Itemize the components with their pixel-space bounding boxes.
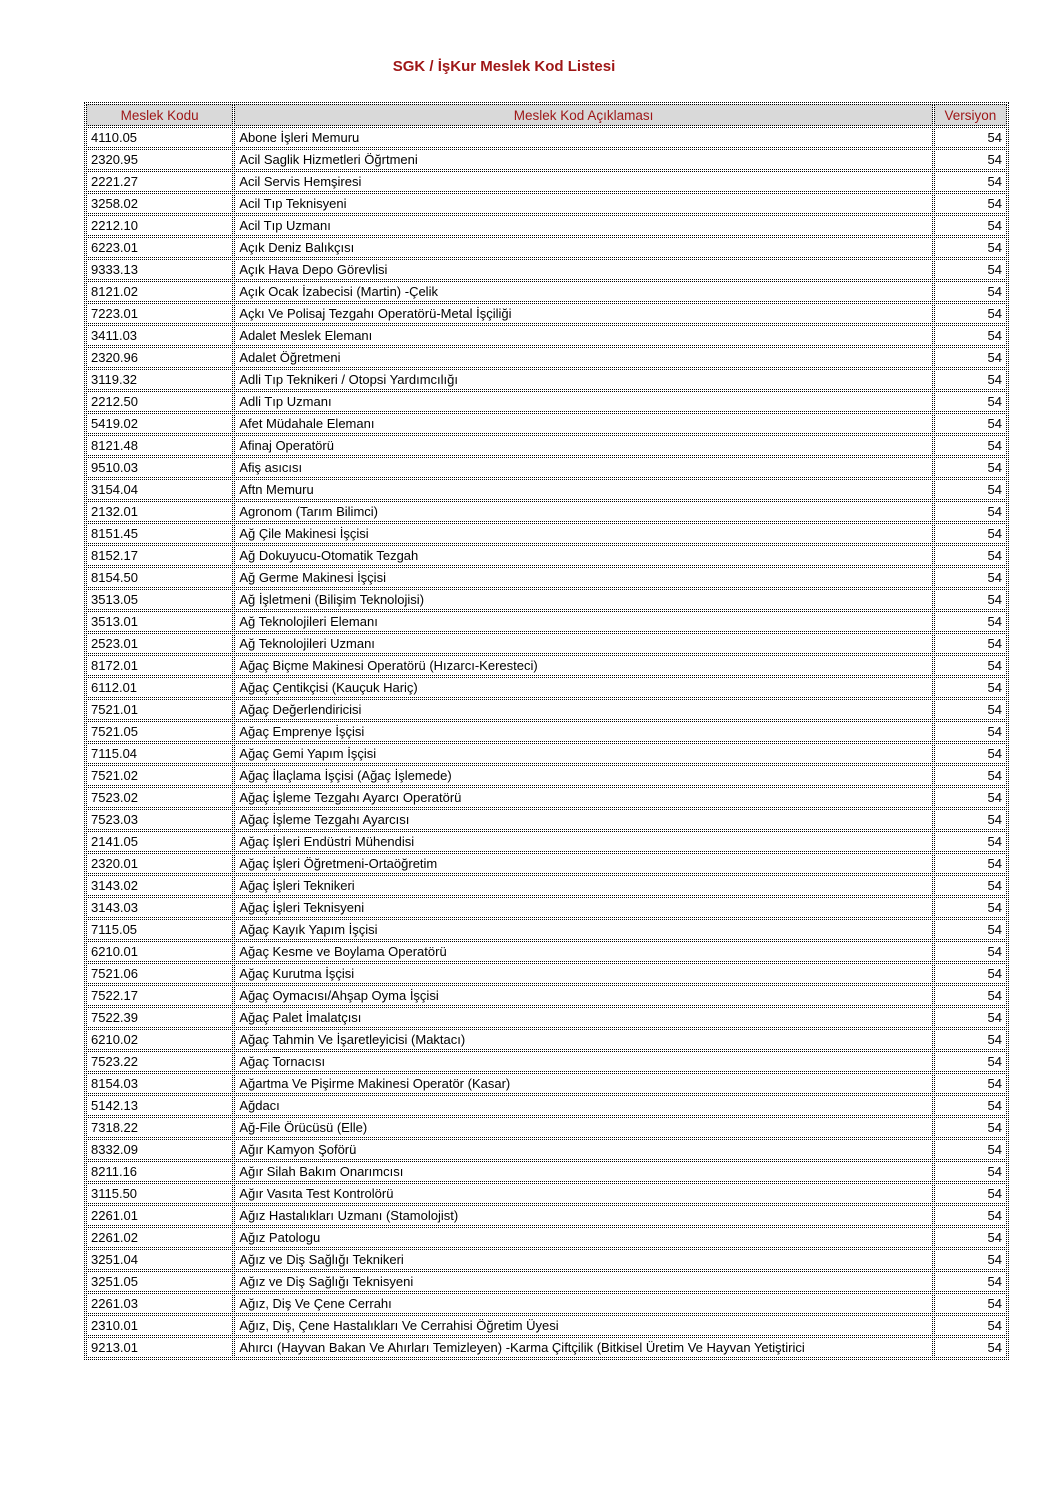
version-value: 54 [934, 941, 1007, 962]
occupation-description: Ağaç Emprenye İşçisi [234, 721, 933, 742]
occupation-code: 2320.95 [86, 149, 233, 170]
occupation-description: Agronom (Tarım Bilimci) [234, 501, 933, 522]
occupation-code: 8211.16 [86, 1161, 233, 1182]
table-row [86, 1117, 1007, 1138]
occupation-description: Adli Tıp Teknikeri / Otopsi Yardımcılığı [234, 369, 933, 390]
table-body [86, 127, 1007, 1358]
occupation-code: 7521.02 [86, 765, 233, 786]
version-value: 54 [934, 1029, 1007, 1050]
occupation-description: Ağ Dokuyucu-Otomatik Tezgah [234, 545, 933, 566]
occupation-code: 7318.22 [86, 1117, 233, 1138]
occupation-code: 8172.01 [86, 655, 233, 676]
table-row [86, 809, 1007, 830]
table-row [86, 1271, 1007, 1292]
table-row [86, 545, 1007, 566]
occupation-description: Ağaç İşleri Teknikeri [234, 875, 933, 896]
version-value: 54 [934, 435, 1007, 456]
occupation-code: 2261.02 [86, 1227, 233, 1248]
occupation-code: 6210.02 [86, 1029, 233, 1050]
occupation-description: Ağaç Kayık Yapım İşçisi [234, 919, 933, 940]
table-row [86, 369, 1007, 390]
table-row [86, 1315, 1007, 1336]
occupation-description: Açkı Ve Polisaj Tezgahı Operatörü-Metal İşçiliği [234, 303, 933, 324]
version-value: 54 [934, 303, 1007, 324]
occupation-description: Ağaç Palet İmalatçısı [234, 1007, 933, 1028]
table-row [86, 875, 1007, 896]
version-value: 54 [934, 721, 1007, 742]
version-value: 54 [934, 193, 1007, 214]
column-header-meslek-kodu: Meslek Kodu [86, 104, 233, 126]
occupation-code: 6112.01 [86, 677, 233, 698]
column-header-meslek-kod-aciklamasi: Meslek Kod Açıklaması [234, 104, 933, 126]
occupation-description: Ağ Germe Makinesi İşçisi [234, 567, 933, 588]
occupation-code: 3513.05 [86, 589, 233, 610]
occupation-code: 2212.10 [86, 215, 233, 236]
occupation-code: 7522.17 [86, 985, 233, 1006]
table-row [86, 787, 1007, 808]
table-row [86, 413, 1007, 434]
occupation-description: Ağız, Diş Ve Çene Cerrahı [234, 1293, 933, 1314]
occupation-description: Ağaç İlaçlama İşçisi (Ağaç İşlemede) [234, 765, 933, 786]
table-row [86, 985, 1007, 1006]
occupation-description: Adli Tıp Uzmanı [234, 391, 933, 412]
table-row [86, 1029, 1007, 1050]
version-value: 54 [934, 985, 1007, 1006]
occupation-description: Ağartma Ve Pişirme Makinesi Operatör (Kasar) [234, 1073, 933, 1094]
occupation-code: 2310.01 [86, 1315, 233, 1336]
version-value: 54 [934, 545, 1007, 566]
occupation-code: 8152.17 [86, 545, 233, 566]
table-row [86, 325, 1007, 346]
version-value: 54 [934, 919, 1007, 940]
occupation-code: 6223.01 [86, 237, 233, 258]
table-row [86, 149, 1007, 170]
occupation-description: Ağır Vasıta Test Kontrolörü [234, 1183, 933, 1204]
occupation-code: 8121.48 [86, 435, 233, 456]
table-row [86, 479, 1007, 500]
version-value: 54 [934, 1139, 1007, 1160]
table-row [86, 1073, 1007, 1094]
table-row [86, 589, 1007, 610]
occupation-code: 2212.50 [86, 391, 233, 412]
table-row [86, 303, 1007, 324]
occupation-description: Ağ Teknolojileri Elemanı [234, 611, 933, 632]
occupation-code: 5142.13 [86, 1095, 233, 1116]
occupation-description: Acil Tıp Uzmanı [234, 215, 933, 236]
table-row [86, 655, 1007, 676]
occupation-description: Açık Deniz Balıkçısı [234, 237, 933, 258]
occupation-description: Açık Ocak İzabecisi (Martin) -Çelik [234, 281, 933, 302]
occupation-description: Ağaç Oymacısı/Ahşap Oyma İşçisi [234, 985, 933, 1006]
column-header-versiyon: Versiyon [934, 104, 1007, 126]
occupation-description: Ağaç İşleme Tezgahı Ayarcı Operatörü [234, 787, 933, 808]
table-row [86, 501, 1007, 522]
version-value: 54 [934, 347, 1007, 368]
version-value: 54 [934, 1051, 1007, 1072]
version-value: 54 [934, 1117, 1007, 1138]
version-value: 54 [934, 523, 1007, 544]
version-value: 54 [934, 1249, 1007, 1270]
version-value: 54 [934, 743, 1007, 764]
occupation-code: 8154.50 [86, 567, 233, 588]
occupation-code: 7521.01 [86, 699, 233, 720]
table-row [86, 259, 1007, 280]
table-row [86, 1227, 1007, 1248]
occupation-code: 2132.01 [86, 501, 233, 522]
occupation-description: Abone İşleri Memuru [234, 127, 933, 148]
occupation-code: 8151.45 [86, 523, 233, 544]
table-row [86, 391, 1007, 412]
occupation-code: 7522.39 [86, 1007, 233, 1028]
occupation-code: 7115.04 [86, 743, 233, 764]
occupation-description: Adalet Meslek Elemanı [234, 325, 933, 346]
version-value: 54 [934, 369, 1007, 390]
occupation-description: Acil Tıp Teknisyeni [234, 193, 933, 214]
table-row [86, 941, 1007, 962]
version-value: 54 [934, 897, 1007, 918]
occupation-code: 7223.01 [86, 303, 233, 324]
table-row [86, 633, 1007, 654]
occupation-description: Ağır Silah Bakım Onarımcısı [234, 1161, 933, 1182]
version-value: 54 [934, 1007, 1007, 1028]
table-row [86, 919, 1007, 940]
version-value: 54 [934, 237, 1007, 258]
occupation-code: 6210.01 [86, 941, 233, 962]
occupation-code: 3411.03 [86, 325, 233, 346]
version-value: 54 [934, 501, 1007, 522]
table-row [86, 523, 1007, 544]
occupation-code: 9213.01 [86, 1337, 233, 1358]
occupation-description: Ağaç İşleri Teknisyeni [234, 897, 933, 918]
version-value: 54 [934, 765, 1007, 786]
occupation-description: Ağ Teknolojileri Uzmanı [234, 633, 933, 654]
occupation-description: Ağır Kamyon Şoförü [234, 1139, 933, 1160]
occupation-description: Aftn Memuru [234, 479, 933, 500]
occupation-description: Ağaç Biçme Makinesi Operatörü (Hızarcı-Keresteci) [234, 655, 933, 676]
version-value: 54 [934, 1337, 1007, 1358]
version-value: 54 [934, 1227, 1007, 1248]
occupation-code: 3251.05 [86, 1271, 233, 1292]
version-value: 54 [934, 1205, 1007, 1226]
table-row [86, 1161, 1007, 1182]
table-row [86, 743, 1007, 764]
occupation-code: 3251.04 [86, 1249, 233, 1270]
version-value: 54 [934, 963, 1007, 984]
version-value: 54 [934, 413, 1007, 434]
occupation-description: Ağız Hastalıkları Uzmanı (Stamolojist) [234, 1205, 933, 1226]
occupation-description: Açık Hava Depo Görevlisi [234, 259, 933, 280]
occupation-code: 2141.05 [86, 831, 233, 852]
table-row [86, 1139, 1007, 1160]
occupation-code: 4110.05 [86, 127, 233, 148]
occupation-code: 3513.01 [86, 611, 233, 632]
occupation-description: Ağaç Değerlendiricisi [234, 699, 933, 720]
version-value: 54 [934, 655, 1007, 676]
occupation-description: Afiş asıcısı [234, 457, 933, 478]
occupation-code: 2320.01 [86, 853, 233, 874]
occupation-code: 2261.01 [86, 1205, 233, 1226]
version-value: 54 [934, 853, 1007, 874]
occupation-code: 7521.05 [86, 721, 233, 742]
table-row [86, 457, 1007, 478]
occupation-description: Ağaç İşleri Endüstri Mühendisi [234, 831, 933, 852]
occupation-code: 2261.03 [86, 1293, 233, 1314]
occupation-code: 7523.22 [86, 1051, 233, 1072]
table-row [86, 281, 1007, 302]
version-value: 54 [934, 611, 1007, 632]
version-value: 54 [934, 589, 1007, 610]
occupation-code: 2320.96 [86, 347, 233, 368]
occupation-code: 7521.06 [86, 963, 233, 984]
occupation-code: 2523.01 [86, 633, 233, 654]
table-row [86, 237, 1007, 258]
version-value: 54 [934, 875, 1007, 896]
version-value: 54 [934, 677, 1007, 698]
occupation-description: Ağaç Tahmin Ve İşaretleyicisi (Maktacı) [234, 1029, 933, 1050]
table-row [86, 611, 1007, 632]
table-row [86, 567, 1007, 588]
table-row [86, 1183, 1007, 1204]
page-title: SGK / İşKur Meslek Kod Listesi [392, 58, 616, 75]
occupation-code: 8121.02 [86, 281, 233, 302]
occupation-code: 7523.02 [86, 787, 233, 808]
table-row [86, 1249, 1007, 1270]
version-value: 54 [934, 1073, 1007, 1094]
occupation-code: 3119.32 [86, 369, 233, 390]
occupation-description: Acil Saglik Hizmetleri Öğrtmeni [234, 149, 933, 170]
table-row [86, 1051, 1007, 1072]
version-value: 54 [934, 787, 1007, 808]
occupation-description: Ağız Patologu [234, 1227, 933, 1248]
table-row [86, 171, 1007, 192]
occupation-description: Ağız ve Diş Sağlığı Teknisyeni [234, 1271, 933, 1292]
occupation-code: 2221.27 [86, 171, 233, 192]
occupation-code: 3154.04 [86, 479, 233, 500]
occupation-description: Ahırcı (Hayvan Bakan Ve Ahırları Temizleyen) -Karma Çiftçilik (Bitkisel Üretim Ve Hayvan Yetiştirici [234, 1337, 933, 1358]
occupation-description: Ağdacı [234, 1095, 933, 1116]
occupation-description: Ağız, Diş, Çene Hastalıkları Ve Cerrahisi Öğretim Üyesi [234, 1315, 933, 1336]
table-row [86, 1095, 1007, 1116]
table-row [86, 699, 1007, 720]
occupation-description: Ağaç Çentikçisi (Kauçuk Hariç) [234, 677, 933, 698]
occupation-code-table [84, 102, 1009, 1360]
table-row [86, 215, 1007, 236]
version-value: 54 [934, 391, 1007, 412]
table-row [86, 677, 1007, 698]
version-value: 54 [934, 171, 1007, 192]
occupation-code: 3258.02 [86, 193, 233, 214]
occupation-code: 3115.50 [86, 1183, 233, 1204]
version-value: 54 [934, 149, 1007, 170]
occupation-description: Adalet Öğretmeni [234, 347, 933, 368]
occupation-code: 8154.03 [86, 1073, 233, 1094]
version-value: 54 [934, 1271, 1007, 1292]
table-row [86, 831, 1007, 852]
occupation-description: Ağaç Kurutma İşçisi [234, 963, 933, 984]
occupation-description: Ağ İşletmeni (Bilişim Teknolojisi) [234, 589, 933, 610]
occupation-code: 8332.09 [86, 1139, 233, 1160]
version-value: 54 [934, 281, 1007, 302]
occupation-description: Ağ-File Örücüsü (Elle) [234, 1117, 933, 1138]
occupation-code: 7523.03 [86, 809, 233, 830]
occupation-description: Acil Servis Hemşiresi [234, 171, 933, 192]
version-value: 54 [934, 259, 1007, 280]
table-row [86, 963, 1007, 984]
occupation-code: 3143.03 [86, 897, 233, 918]
version-value: 54 [934, 831, 1007, 852]
version-value: 54 [934, 1095, 1007, 1116]
occupation-description: Afet Müdahale Elemanı [234, 413, 933, 434]
version-value: 54 [934, 699, 1007, 720]
version-value: 54 [934, 127, 1007, 148]
table-row [86, 1293, 1007, 1314]
occupation-code: 9333.13 [86, 259, 233, 280]
occupation-code: 5419.02 [86, 413, 233, 434]
version-value: 54 [934, 325, 1007, 346]
version-value: 54 [934, 633, 1007, 654]
occupation-description: Ağız ve Diş Sağlığı Teknikeri [234, 1249, 933, 1270]
occupation-code: 3143.02 [86, 875, 233, 896]
version-value: 54 [934, 1161, 1007, 1182]
occupation-description: Afinaj Operatörü [234, 435, 933, 456]
occupation-description: Ağaç Kesme ve Boylama Operatörü [234, 941, 933, 962]
table-row [86, 193, 1007, 214]
occupation-code: 9510.03 [86, 457, 233, 478]
occupation-description: Ağaç Tornacısı [234, 1051, 933, 1072]
version-value: 54 [934, 567, 1007, 588]
version-value: 54 [934, 479, 1007, 500]
table-row [86, 1007, 1007, 1028]
occupation-description: Ağaç Gemi Yapım İşçisi [234, 743, 933, 764]
occupation-description: Ağaç İşleme Tezgahı Ayarcısı [234, 809, 933, 830]
table-row [86, 897, 1007, 918]
table-row [86, 127, 1007, 148]
table-row [86, 435, 1007, 456]
table-row [86, 347, 1007, 368]
occupation-code: 7115.05 [86, 919, 233, 940]
table-row [86, 853, 1007, 874]
table-header-row [86, 104, 1007, 126]
table-row [86, 1337, 1007, 1358]
version-value: 54 [934, 1293, 1007, 1314]
table-row [86, 1205, 1007, 1226]
table-row [86, 765, 1007, 786]
table-row [86, 721, 1007, 742]
occupation-description: Ağ Çile Makinesi İşçisi [234, 523, 933, 544]
version-value: 54 [934, 215, 1007, 236]
version-value: 54 [934, 1183, 1007, 1204]
version-value: 54 [934, 457, 1007, 478]
occupation-description: Ağaç İşleri Öğretmeni-Ortaöğretim [234, 853, 933, 874]
version-value: 54 [934, 809, 1007, 830]
version-value: 54 [934, 1315, 1007, 1336]
